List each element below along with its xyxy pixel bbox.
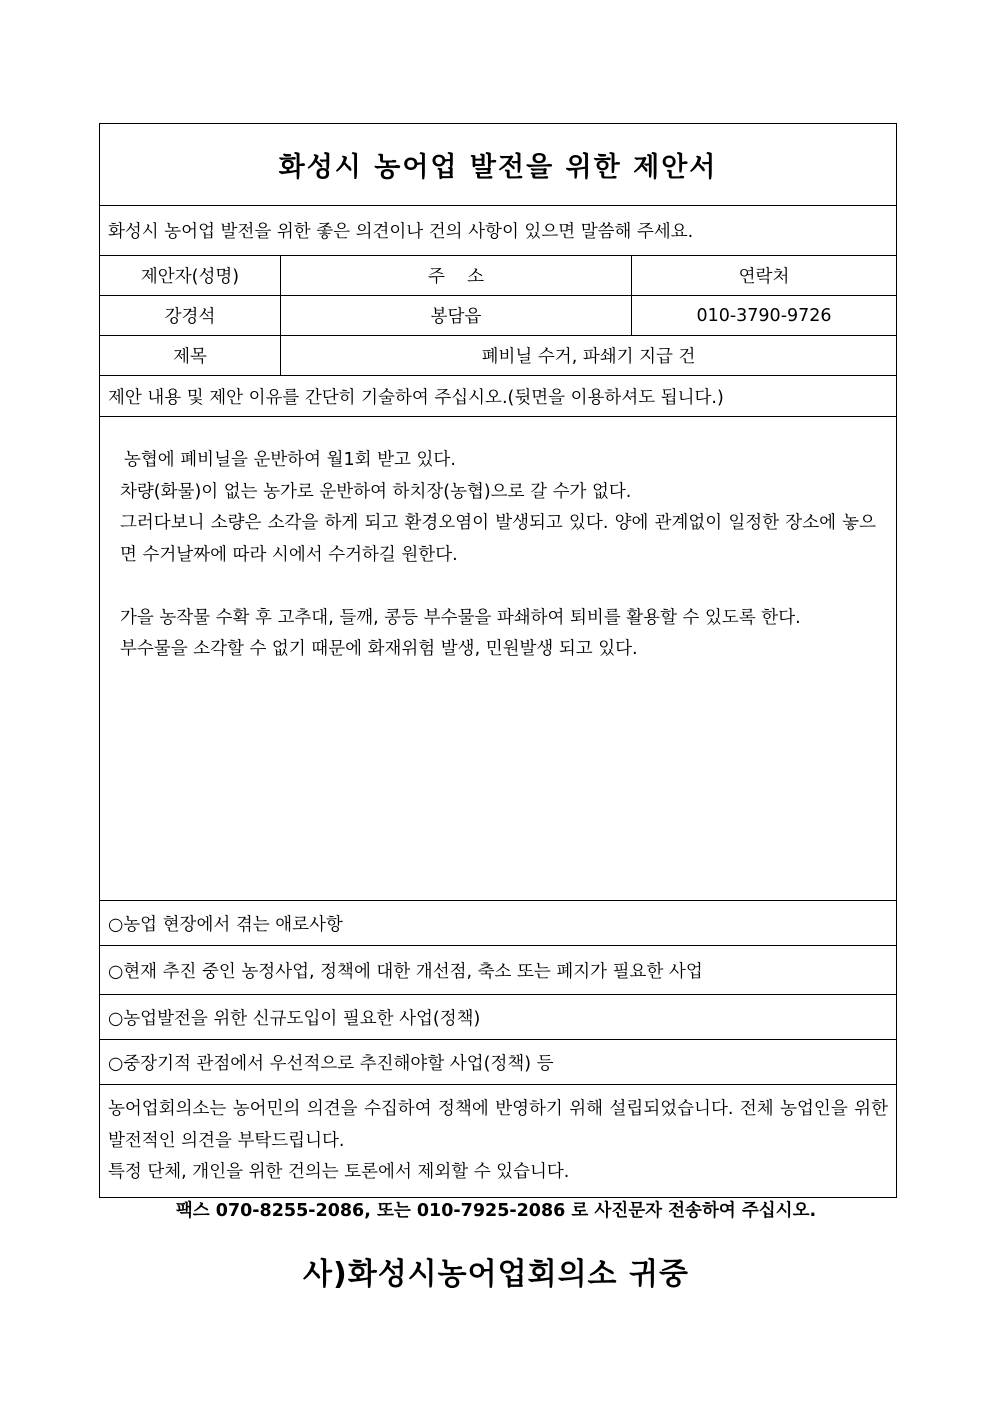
proposal-form — [99, 123, 897, 1198]
subject-row — [100, 336, 896, 376]
header-row — [100, 256, 896, 296]
guide-item — [100, 901, 896, 946]
guide-item — [100, 1040, 896, 1085]
content-line-1: 농협에 폐비닐을 운반하여 월1회 받고 있다. — [124, 450, 456, 470]
footer-paragraph-2: 특정 단체, 개인을 위한 건의는 토론에서 제외할 수 있습니다. — [108, 1162, 570, 1182]
address-header: 주 소 — [281, 256, 632, 295]
content-line-3: 그러다보니 소량은 소각을 하게 되고 환경오염이 발생되고 있다. 양에 관계없이 일정한 장소에 놓으면 수거날짜에 따라 시에서 수거하길 원한다. — [120, 513, 876, 565]
contact-value: 010-3790-9726 — [696, 305, 832, 326]
guide-item — [100, 995, 896, 1040]
content-body — [100, 417, 896, 901]
content-instruction-row — [100, 376, 896, 417]
fax-notice: 팩스 070-8255-2086, 또는 010-7925-2086 로 사진문자 전송하여 주십시오. — [175, 1201, 817, 1221]
recipient: 사)화성시농어업회의소 귀중 — [303, 1257, 689, 1292]
guide-item — [100, 946, 896, 995]
footer-paragraph-1: 농어업회의소는 농어민의 의견을 수집하여 정책에 반영하기 위해 설립되었습니다. 전체 농업인을 위한 발전적인 의견을 부탁드립니다. — [108, 1099, 888, 1151]
title-row — [100, 124, 896, 206]
intro-text: 화성시 농어업 발전을 위한 좋은 의견이나 건의 사항이 있으면 말씀해 주세요. — [108, 222, 694, 242]
guide-text-4: ○중장기적 관점에서 우선적으로 추진해야할 사업(정책) 등 — [108, 1053, 554, 1074]
content-line-4: 가을 농작물 수확 후 고추대, 들깨, 콩등 부수물을 파쇄하여 퇴비를 활용할 수 있도록 한다. — [120, 607, 801, 628]
proposer-value: 강경석 — [100, 296, 281, 335]
content-line-5: 부수물을 소각할 수 없기 때문에 화재위험 발생, 민원발생 되고 있다. — [120, 639, 638, 659]
guide-text-3: ○농업발전을 위한 신규도입이 필요한 사업(정책) — [108, 1008, 481, 1029]
contact-header: 연락처 — [738, 267, 790, 287]
form-title: 화성시 농어업 발전을 위한 제안서 — [278, 152, 718, 183]
guide-text-1: ○농업 현장에서 겪는 애로사항 — [108, 914, 343, 935]
address-value: 봉담읍 — [281, 296, 632, 335]
subject-value: 폐비닐 수거, 파쇄기 지급 건 — [481, 347, 696, 367]
content-instruction: 제안 내용 및 제안 이유를 간단히 기술하여 주십시오.(뒷면을 이용하셔도 됩니다.) — [108, 387, 724, 408]
guide-text-2: ○현재 추진 중인 농정사업, 정책에 대한 개선점, 축소 또는 폐지가 필요한 사업 — [108, 961, 703, 982]
intro-row — [100, 206, 896, 256]
subject-label: 제목 — [100, 336, 281, 375]
values-row — [100, 296, 896, 336]
proposer-header: 제안자(성명) — [100, 256, 281, 295]
footer-note — [100, 1085, 896, 1197]
content-line-2: 차량(화물)이 없는 농가로 운반하여 하치장(농협)으로 갈 수가 없다. — [120, 481, 632, 502]
